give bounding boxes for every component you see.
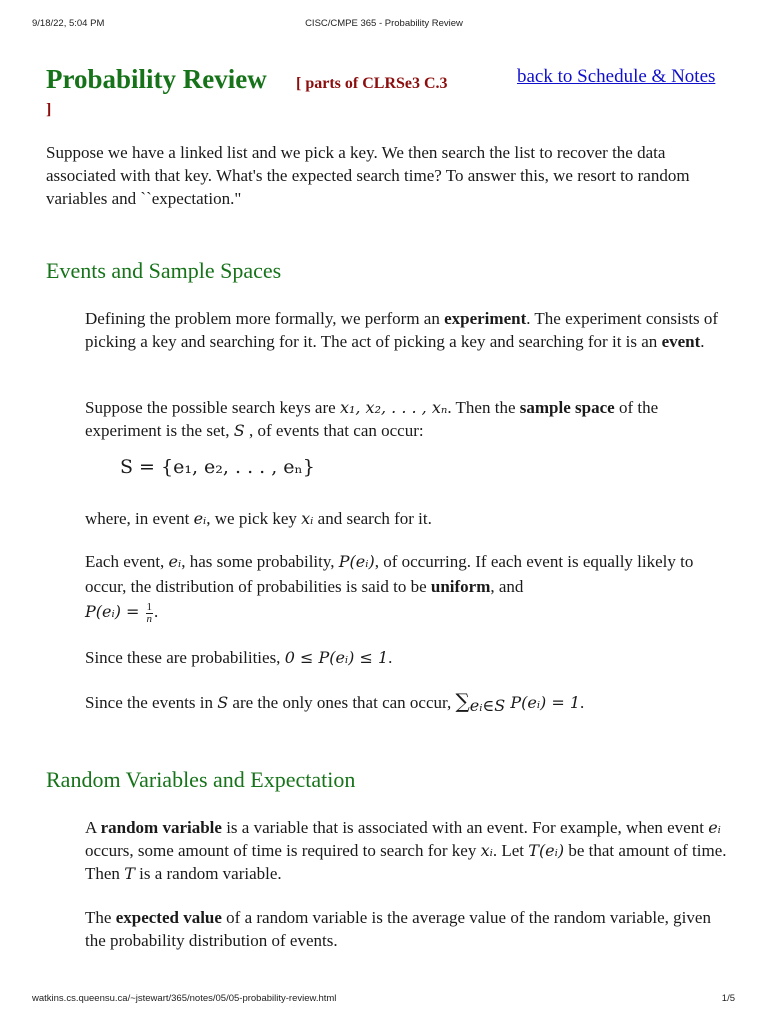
section-heading-events: Events and Sample Spaces (46, 258, 282, 283)
term-event: event (661, 332, 701, 351)
paragraph-expected-value: The expected value of a random variable is the average value of the random variable, given the probability distribution of events. (85, 908, 711, 950)
math-keys: x₁, x₂, . . . , xₙ (339, 398, 448, 417)
sum-symbol: ∑ (455, 689, 470, 713)
paragraph-experiment: Defining the problem more formally, we perform an experiment. The experiment consists of picking a key and searching for it. The act of picking a key and searching for it is an event. (85, 309, 719, 351)
fraction-one-over-n: $\frac{1}{n}$ (146, 600, 153, 625)
paragraph-random-variable: A random variable is a variable that is associated with an event. For example, when event eᵢ occurs, some amount of time is required to search for key xᵢ. Let T(eᵢ) be that amount of time. Then T is a random variable. (85, 818, 727, 883)
print-page-number: 1/5 (721, 993, 735, 1004)
equation-sample-space: S = {e₁, e₂, . . . , eₙ} (120, 456, 315, 478)
print-datetime: 9/18/22, 5:04 PM (32, 18, 105, 29)
term-sample-space: sample space (519, 398, 615, 417)
print-url: watkins.cs.queensu.ca/~jstewart/365/notes/05/05-probability-review.html (32, 993, 337, 1004)
paragraph-prob-sum: Since the events in S are the only ones that can occur, $\sum_{eᵢ\in S}$ P(eᵢ) = 1. (85, 689, 585, 715)
section-heading-random-variables: Random Variables and Expectation (46, 767, 356, 792)
term-random-variable: random variable (100, 818, 222, 837)
intro-paragraph: Suppose we have a linked list and we pick a key. We then search the list to recover the data associated with that key. What's the expected search time? To answer this, we resort to random variables and ``expectation." (46, 143, 690, 208)
paragraph-probability: Each event, eᵢ, has some probability, P(eᵢ), of occurring. If each event is equally likely to occur, the distribution of probabilities is said to be uniform, and P(eᵢ) = $\frac{1}{n}$ . (85, 552, 694, 625)
term-expected-value: expected value (115, 908, 222, 927)
textbook-reference-close: ] (46, 101, 52, 118)
term-uniform: uniform (430, 577, 491, 596)
back-to-schedule-link[interactable]: back to Schedule & Notes (517, 66, 716, 87)
paragraph-prob-bounds: Since these are probabilities, 0 ≤ P(eᵢ) ≤ 1. (85, 648, 393, 667)
math-S: S (233, 421, 245, 440)
term-experiment: experiment (444, 309, 527, 328)
paragraph-sample-space: Suppose the possible search keys are x₁, x₂, . . . , xₙ. Then the sample space of the experiment is the set, S , of events that can occur: (85, 398, 659, 440)
textbook-reference: [ parts of CLRSe3 C.3 (296, 75, 448, 92)
paragraph-event-def: where, in event eᵢ, we pick key xᵢ and search for it. (85, 509, 432, 528)
page-title: Probability Review (46, 64, 267, 94)
print-page-title: CISC/CMPE 365 - Probability Review (305, 18, 463, 29)
